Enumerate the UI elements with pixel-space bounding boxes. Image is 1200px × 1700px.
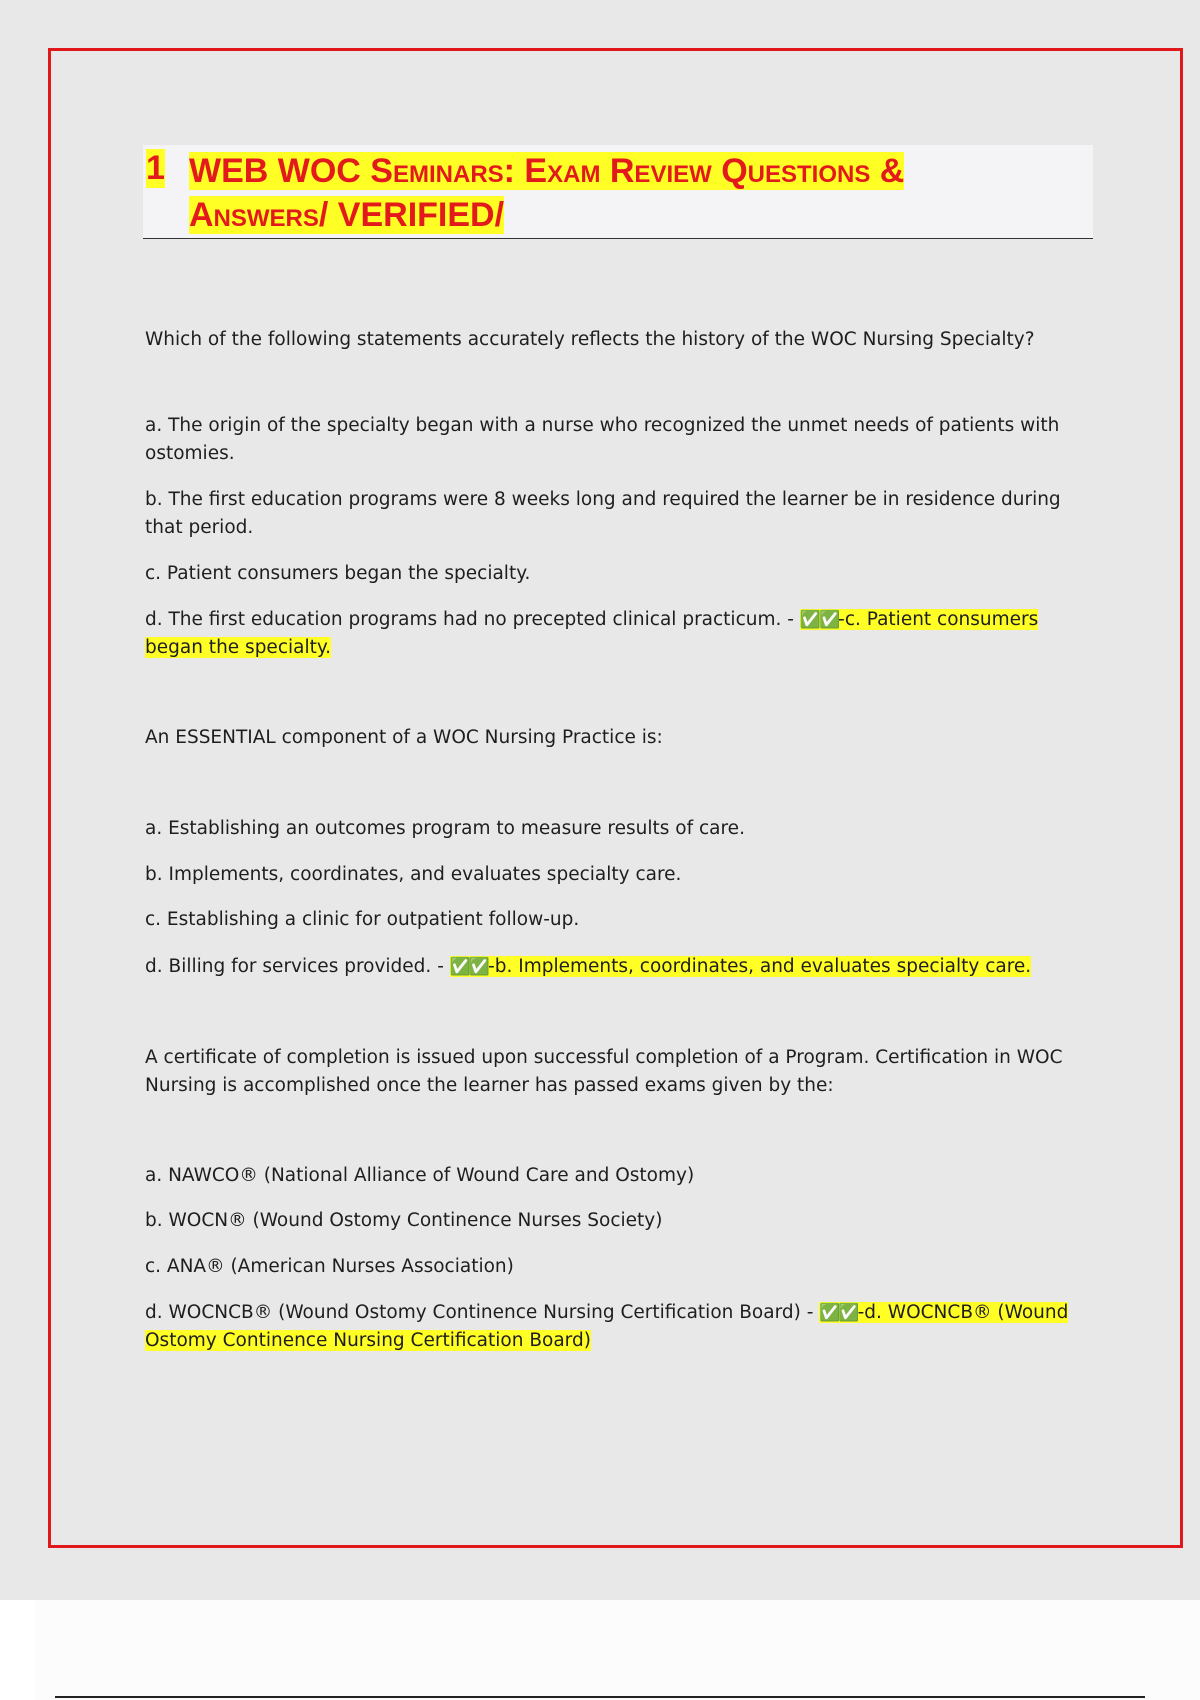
question-3-answer-text: -d. WOCNCB® (Wound Ostomy Continence Nursing Certification Board) bbox=[145, 1302, 1069, 1351]
heading-number: 1 bbox=[146, 149, 165, 187]
page-title bbox=[189, 149, 1069, 237]
question-2-option-d-text: d. Billing for services provided. - bbox=[145, 956, 450, 977]
title-line-1: WEB WOC Seminars: Exam Review Questions & bbox=[189, 152, 905, 190]
next-page-top bbox=[0, 1600, 1200, 1700]
double-check-icon: ✅✅ bbox=[799, 610, 839, 630]
question-3-option-c: c. ANA® (American Nurses Association) bbox=[145, 1256, 514, 1277]
question-2-option-c: c. Establishing a clinic for outpatient follow-up. bbox=[145, 909, 580, 930]
question-2: An ESSENTIAL component of a WOC Nursing Practice is: bbox=[145, 727, 663, 748]
question-3-option-d-text: d. WOCNCB® (Wound Ostomy Continence Nursing Certification Board) - bbox=[145, 1302, 820, 1323]
question-1-option-c: c. Patient consumers began the specialty. bbox=[145, 563, 531, 584]
question-2-answer-text: -b. Implements, coordinates, and evaluates specialty care. bbox=[488, 956, 1032, 977]
question-1-option-d bbox=[145, 606, 1080, 662]
question-2-option-b: b. Implements, coordinates, and evaluates specialty care. bbox=[145, 864, 682, 885]
page-gutter bbox=[0, 1600, 35, 1700]
title-line-2: Answers/ VERIFIED/ bbox=[189, 196, 505, 234]
question-3-option-b: b. WOCN® (Wound Ostomy Continence Nurses Society) bbox=[145, 1210, 663, 1231]
question-3-option-d bbox=[145, 1299, 1080, 1355]
question-3-option-a: a. NAWCO® (National Alliance of Wound Care and Ostomy) bbox=[145, 1165, 695, 1186]
question-1-option-d-text: d. The first education programs had no precepted clinical practicum. - bbox=[145, 609, 800, 630]
question-2-option-a: a. Establishing an outcomes program to measure results of care. bbox=[145, 818, 745, 839]
double-check-icon: ✅✅ bbox=[819, 1303, 858, 1323]
question-1-answer-text: -c. Patient consumers began the specialty. bbox=[145, 609, 1039, 658]
question-2-option-d bbox=[145, 953, 1080, 981]
title-block bbox=[143, 145, 1093, 239]
question-1-option-a: a. The origin of the specialty began with a nurse who recognized the unmet needs of patients with ostomies. bbox=[145, 415, 1060, 464]
question-1: Which of the following statements accurately reflects the history of the WOC Nursing Specialty? bbox=[145, 329, 1035, 350]
question-3: A certificate of completion is issued upon successful completion of a Program. Certification in WOC Nursing is accomplished once the learner has passed exams given by the: bbox=[145, 1047, 1063, 1096]
document-body bbox=[145, 326, 1080, 1355]
question-1-option-b: b. The first education programs were 8 weeks long and required the learner be in residence during that period. bbox=[145, 489, 1061, 538]
question-2-answer bbox=[450, 956, 1031, 977]
double-check-icon: ✅✅ bbox=[449, 957, 489, 977]
next-page-heading-rule bbox=[55, 1696, 1145, 1698]
